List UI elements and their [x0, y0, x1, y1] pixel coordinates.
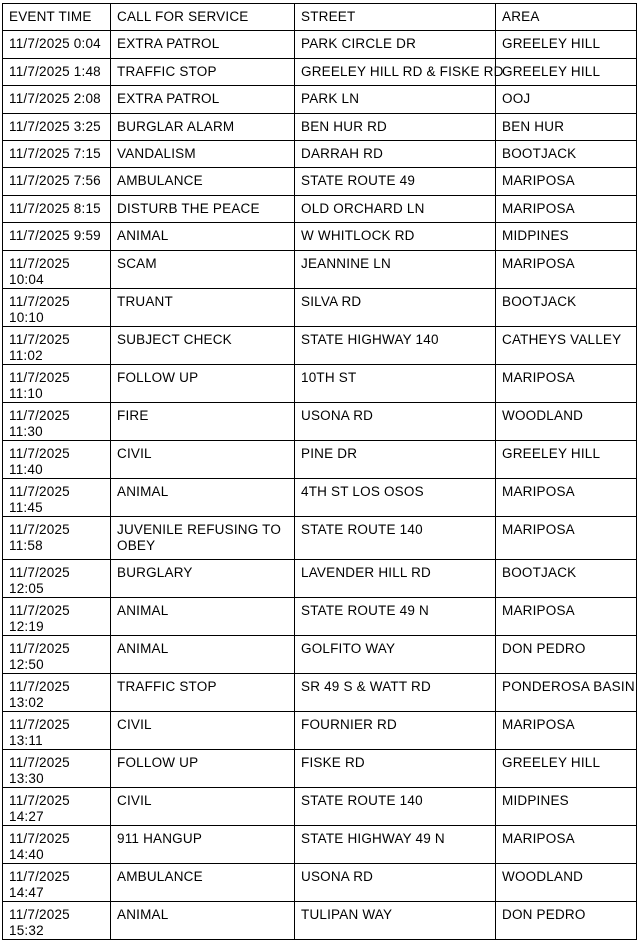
street-cell: JEANNINE LN	[295, 250, 496, 288]
event-time-cell: 11/7/2025 12:19	[3, 597, 111, 635]
table-row	[3, 113, 637, 140]
event-time-cell: 11/7/2025 14:47	[3, 863, 111, 901]
table-row	[3, 863, 637, 901]
area-cell: MARIPOSA	[496, 195, 637, 222]
call-for-service-cell: ANIMAL	[111, 597, 295, 635]
street-cell: STATE HIGHWAY 140	[295, 326, 496, 364]
area-cell: GREELEY HILL	[496, 58, 637, 85]
street-cell: STATE ROUTE 49 N	[295, 597, 496, 635]
event-time-cell: 11/7/2025 11:10	[3, 364, 111, 402]
area-cell: CATHEYS VALLEY	[496, 326, 637, 364]
area-cell: DON PEDRO	[496, 901, 637, 939]
table-row	[3, 597, 637, 635]
area-cell: WOODLAND	[496, 863, 637, 901]
area-cell: MARIPOSA	[496, 516, 637, 559]
street-cell: SILVA RD	[295, 288, 496, 326]
area-cell: MARIPOSA	[496, 478, 637, 516]
table-row	[3, 58, 637, 85]
header-call-for-service: CALL FOR SERVICE	[111, 4, 295, 31]
call-log-table	[2, 3, 637, 940]
area-cell: MARIPOSA	[496, 168, 637, 195]
call-for-service-cell: VANDALISM	[111, 140, 295, 167]
street-cell: DARRAH RD	[295, 140, 496, 167]
event-time-cell: 11/7/2025 10:04	[3, 250, 111, 288]
event-time-cell: 11/7/2025 3:25	[3, 113, 111, 140]
call-for-service-cell: ANIMAL	[111, 635, 295, 673]
area-cell: BOOTJACK	[496, 140, 637, 167]
call-for-service-cell: FOLLOW UP	[111, 749, 295, 787]
table-row	[3, 250, 637, 288]
table-row	[3, 787, 637, 825]
call-for-service-cell: FIRE	[111, 402, 295, 440]
table-row	[3, 825, 637, 863]
street-cell: USONA RD	[295, 402, 496, 440]
event-time-cell: 11/7/2025 13:02	[3, 673, 111, 711]
table-row	[3, 326, 637, 364]
table-row	[3, 288, 637, 326]
event-time-cell: 11/7/2025 10:10	[3, 288, 111, 326]
area-cell: BEN HUR	[496, 113, 637, 140]
header-street: STREET	[295, 4, 496, 31]
street-cell: 10TH ST	[295, 364, 496, 402]
street-cell: W WHITLOCK RD	[295, 223, 496, 250]
event-time-cell: 11/7/2025 7:15	[3, 140, 111, 167]
area-cell: MIDPINES	[496, 787, 637, 825]
street-cell: USONA RD	[295, 863, 496, 901]
table-row	[3, 223, 637, 250]
table-row	[3, 901, 637, 939]
event-time-cell: 11/7/2025 2:08	[3, 86, 111, 113]
street-cell: FISKE RD	[295, 749, 496, 787]
area-cell: PONDEROSA BASIN	[496, 673, 637, 711]
call-for-service-cell: CIVIL	[111, 711, 295, 749]
event-time-cell: 11/7/2025 14:40	[3, 825, 111, 863]
street-cell: STATE ROUTE 140	[295, 516, 496, 559]
call-for-service-cell: SUBJECT CHECK	[111, 326, 295, 364]
call-for-service-cell: DISTURB THE PEACE	[111, 195, 295, 222]
call-for-service-cell: ANIMAL	[111, 223, 295, 250]
table-row	[3, 31, 637, 58]
area-cell: BOOTJACK	[496, 559, 637, 597]
street-cell: GOLFITO WAY	[295, 635, 496, 673]
table-row	[3, 711, 637, 749]
table-row	[3, 168, 637, 195]
call-for-service-cell: ANIMAL	[111, 901, 295, 939]
street-cell: STATE ROUTE 140	[295, 787, 496, 825]
street-cell: SR 49 S & WATT RD	[295, 673, 496, 711]
event-time-cell: 11/7/2025 15:32	[3, 901, 111, 939]
area-cell: GREELEY HILL	[496, 749, 637, 787]
area-cell: MARIPOSA	[496, 250, 637, 288]
event-time-cell: 11/7/2025 9:59	[3, 223, 111, 250]
event-time-cell: 11/7/2025 12:50	[3, 635, 111, 673]
street-cell: STATE ROUTE 49	[295, 168, 496, 195]
event-time-cell: 11/7/2025 14:27	[3, 787, 111, 825]
area-cell: DON PEDRO	[496, 635, 637, 673]
table-row	[3, 478, 637, 516]
street-cell: GREELEY HILL RD & FISKE RD	[295, 58, 496, 85]
table-row	[3, 559, 637, 597]
call-for-service-cell: CIVIL	[111, 440, 295, 478]
call-for-service-cell: FOLLOW UP	[111, 364, 295, 402]
street-cell: 4TH ST LOS OSOS	[295, 478, 496, 516]
event-time-cell: 11/7/2025 1:48	[3, 58, 111, 85]
area-cell: WOODLAND	[496, 402, 637, 440]
call-for-service-cell: TRUANT	[111, 288, 295, 326]
area-cell: MARIPOSA	[496, 597, 637, 635]
call-for-service-cell: JUVENILE REFUSING TO OBEY	[111, 516, 295, 559]
header-area: AREA	[496, 4, 637, 31]
table-row	[3, 195, 637, 222]
call-for-service-cell: BURGLAR ALARM	[111, 113, 295, 140]
area-cell: MIDPINES	[496, 223, 637, 250]
area-cell: GREELEY HILL	[496, 31, 637, 58]
event-time-cell: 11/7/2025 11:02	[3, 326, 111, 364]
event-time-cell: 11/7/2025 13:11	[3, 711, 111, 749]
table-row	[3, 749, 637, 787]
event-time-cell: 11/7/2025 11:30	[3, 402, 111, 440]
call-for-service-cell: ANIMAL	[111, 478, 295, 516]
header-event-time: EVENT TIME	[3, 4, 111, 31]
street-cell: LAVENDER HILL RD	[295, 559, 496, 597]
table-row	[3, 673, 637, 711]
call-for-service-cell: AMBULANCE	[111, 863, 295, 901]
call-for-service-cell: 911 HANGUP	[111, 825, 295, 863]
call-for-service-cell: AMBULANCE	[111, 168, 295, 195]
area-cell: MARIPOSA	[496, 711, 637, 749]
street-cell: PARK LN	[295, 86, 496, 113]
event-time-cell: 11/7/2025 7:56	[3, 168, 111, 195]
event-time-cell: 11/7/2025 0:04	[3, 31, 111, 58]
street-cell: PINE DR	[295, 440, 496, 478]
event-time-cell: 11/7/2025 12:05	[3, 559, 111, 597]
call-for-service-cell: TRAFFIC STOP	[111, 58, 295, 85]
street-cell: STATE HIGHWAY 49 N	[295, 825, 496, 863]
table-row	[3, 86, 637, 113]
table-row	[3, 140, 637, 167]
event-time-cell: 11/7/2025 11:40	[3, 440, 111, 478]
table-row	[3, 635, 637, 673]
call-for-service-cell: EXTRA PATROL	[111, 86, 295, 113]
event-time-cell: 11/7/2025 8:15	[3, 195, 111, 222]
table-row	[3, 440, 637, 478]
area-cell: GREELEY HILL	[496, 440, 637, 478]
street-cell: BEN HUR RD	[295, 113, 496, 140]
call-for-service-cell: SCAM	[111, 250, 295, 288]
table-header	[3, 4, 637, 31]
table-row	[3, 364, 637, 402]
call-for-service-cell: EXTRA PATROL	[111, 31, 295, 58]
area-cell: MARIPOSA	[496, 364, 637, 402]
table-row	[3, 402, 637, 440]
event-time-cell: 11/7/2025 11:58	[3, 516, 111, 559]
street-cell: PARK CIRCLE DR	[295, 31, 496, 58]
call-for-service-cell: TRAFFIC STOP	[111, 673, 295, 711]
area-cell: BOOTJACK	[496, 288, 637, 326]
table-body	[3, 31, 637, 939]
area-cell: OOJ	[496, 86, 637, 113]
event-time-cell: 11/7/2025 11:45	[3, 478, 111, 516]
street-cell: FOURNIER RD	[295, 711, 496, 749]
event-time-cell: 11/7/2025 13:30	[3, 749, 111, 787]
call-for-service-cell: CIVIL	[111, 787, 295, 825]
header-row	[3, 4, 637, 31]
area-cell: MARIPOSA	[496, 825, 637, 863]
street-cell: OLD ORCHARD LN	[295, 195, 496, 222]
table-row	[3, 516, 637, 559]
street-cell: TULIPAN WAY	[295, 901, 496, 939]
call-for-service-cell: BURGLARY	[111, 559, 295, 597]
